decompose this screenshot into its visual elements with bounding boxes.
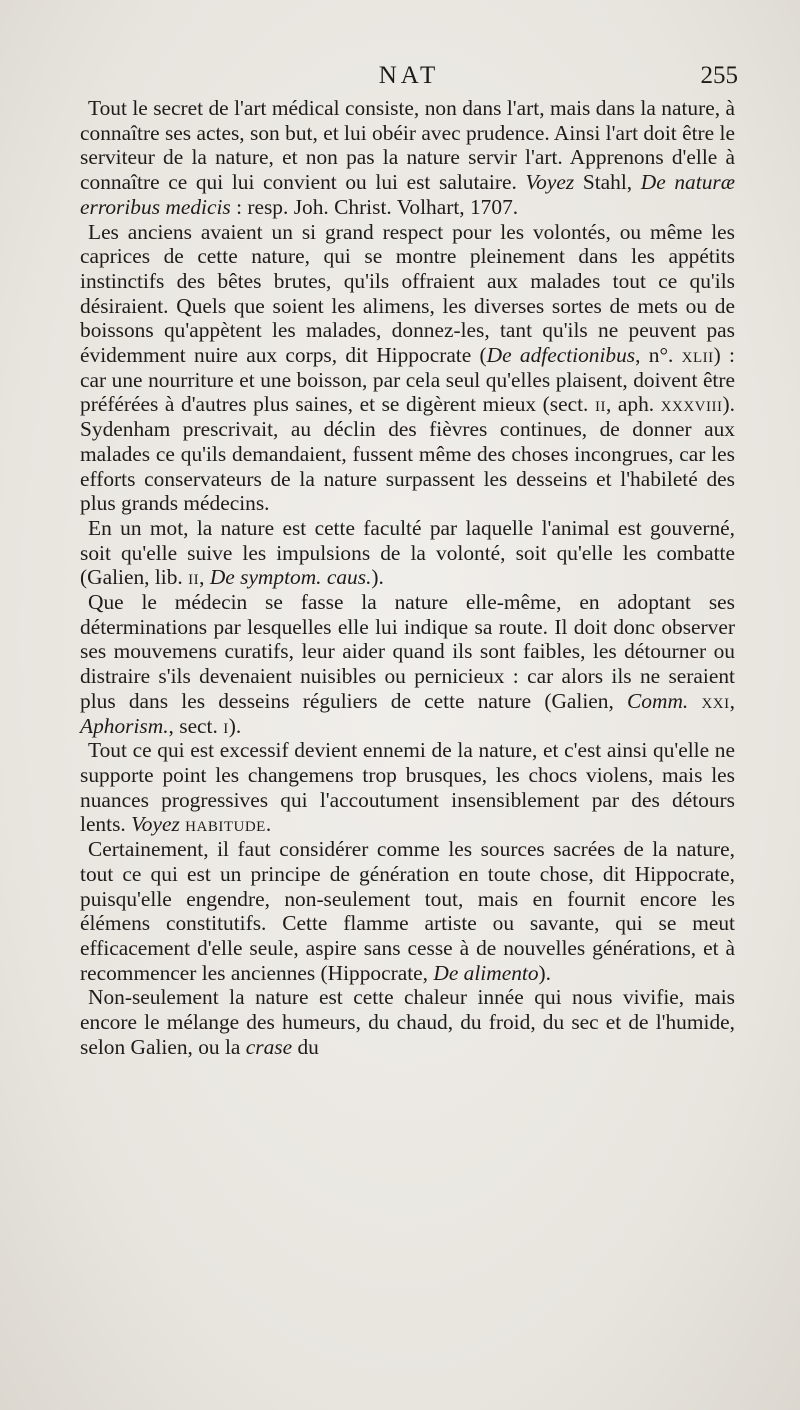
text-run: du — [292, 1034, 319, 1059]
text-run: ). — [538, 960, 552, 985]
text-run: , n°. — [635, 343, 682, 368]
italic-run: De naturæ erroribus medicis — [80, 170, 735, 219]
running-head: NAT — [378, 62, 440, 89]
small-caps-run: xlii — [681, 343, 714, 368]
text-run: ). — [371, 565, 384, 590]
text-run: , aph. — [605, 392, 661, 417]
italic-run: Voyez — [131, 812, 180, 837]
text-run: Les anciens avaient un si grand respect pour les volontés, ou même les caprices de cette nature, qui se montre pleinement dans les appétits instinctifs des bêtes brutes, qu'ils offraient aux malades tout ce qu'ils désiraient. Quels que soient les alimens, les diverses sortes de mets ou de boissons qu'appètent les malades, donnez-les, tant qu'ils ne peuvent pas évidemment nuire aux corps, dit Hippocrate ( — [80, 219, 735, 368]
text-run: : resp. Joh. Christ. Volhart, 1707. — [230, 194, 519, 219]
italic-run: Comm. — [627, 688, 689, 713]
paragraph — [80, 220, 735, 516]
italic-run: De symptom. caus. — [209, 565, 372, 590]
text-run: Certainement, il faut considérer comme les sources sacrées de la nature, tout ce qui est un principe de génération en toute chose, dit Hippocrate, puisqu'elle engendre, non-seulement tout, mais en fournit encore les élémens constitutifs. Cette flamme artiste ou savante, qui se meut efficacement d'elle seule, aspire sans cesse à de nouvelles générations, et à recommencer les anciennes (Hippocrate, — [80, 837, 735, 985]
italic-run: Aphorism. — [80, 713, 169, 738]
text-run: , sect. — [168, 713, 224, 738]
text-run: ) : car une nourriture et une boisson, par cela seul qu'elles plaisent, doivent être préférées à d'autres plus saines, et se digèrent mieux (sect. — [80, 343, 736, 417]
paragraph — [80, 985, 735, 1059]
italic-run: crase — [245, 1034, 293, 1059]
italic-run: De adfectionibus — [486, 343, 636, 368]
paragraph — [80, 738, 735, 837]
text-run: Non-seulement la nature est cette chaleur innée qui nous vivifie, mais encore le mélange des humeurs, du chaud, du froid, du sec et de l'humide, selon Galien, ou la — [80, 985, 735, 1059]
text-run: . — [265, 812, 272, 837]
text-run: Stahl, — [574, 170, 641, 195]
page-number: 255 — [700, 62, 738, 89]
text-run: Tout ce qui est excessif devient ennemi de la nature, et c'est ainsi qu'elle ne supporte point les changemens trop brusques, les chocs violens, mais les nuances progressives qui l'accoutument insensiblement par des détours lents. — [80, 738, 735, 837]
small-caps-run: xxxviii — [660, 392, 723, 417]
paragraph — [80, 96, 735, 220]
small-caps-run: habitude — [185, 812, 266, 837]
body-text — [80, 96, 735, 1059]
text-run: En un mot, la nature est cette faculté par laquelle l'animal est gouverné, soit qu'elle suive les impulsions de la volonté, soit qu'elle les combatte (Galien, lib. — [80, 515, 735, 590]
text-run: , — [729, 688, 735, 713]
paragraph — [80, 516, 735, 590]
text-run: Tout le secret de l'art médical consiste, non dans l'art, mais dans la nature, à connaître ses actes, son but, et lui obéir avec prudence. Ainsi l'art doit être le serviteur de la nature, et non pas la nature servir l'art. Apprenons d'elle à connaître ce qui lui convient ou lui est salutaire. — [80, 96, 735, 195]
text-run: , — [199, 565, 210, 590]
small-caps-run: ii — [594, 392, 606, 417]
text-run — [688, 689, 701, 713]
small-caps-run: i — [223, 713, 229, 738]
text-run: Que le médecin se fasse la nature elle-même, en adoptant ses déterminations par lesquelles elle lui indique sa route. Il doit donc observer ses mouvemens curatifs, leur aider quand ils sont faibles, les détourner ou distraire s'ils devenaient nuisibles ou pernicieux : car alors ils ne seraient plus dans les desseins réguliers de cette nature (Galien, — [80, 590, 735, 713]
text-run: ). — [228, 713, 242, 738]
text-run: ). Sydenham prescrivait, au déclin des fièvres continues, de donner aux malades ce qu'ils demandaient, fussent même des choses incongrues, car les efforts conservateurs de la nature surpassent les desseins et l'habileté des plus grands médecins. — [80, 392, 735, 516]
page-header — [80, 62, 738, 98]
italic-run: Voyez — [525, 170, 575, 195]
paragraph — [80, 837, 735, 985]
italic-run: De alimento — [433, 960, 539, 985]
small-caps-run: ii — [188, 565, 200, 590]
small-caps-run: xxi — [701, 688, 730, 713]
paragraph — [80, 590, 735, 738]
